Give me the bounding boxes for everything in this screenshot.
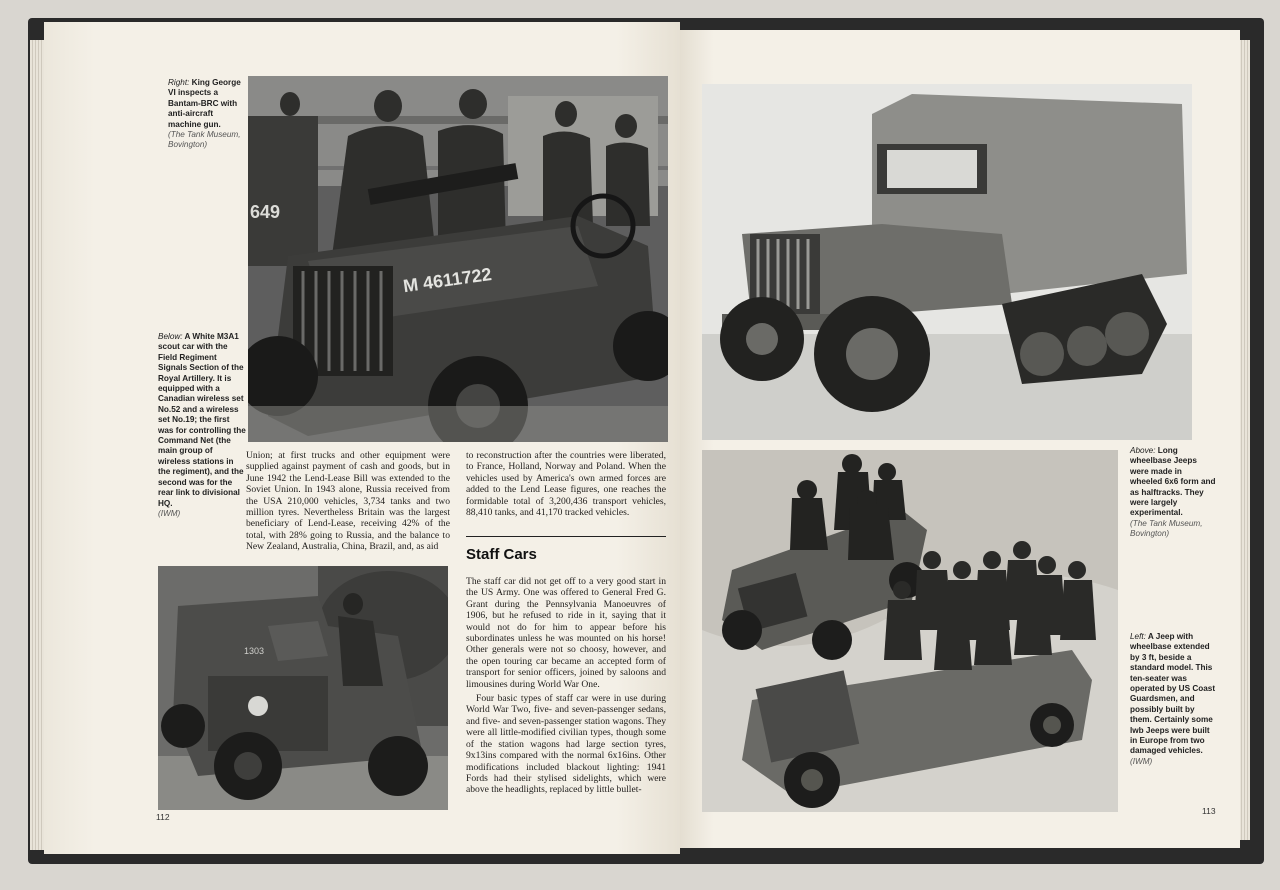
caption-lwb-jeeps [1130,446,1216,540]
section-heading: Staff Cars [466,546,537,563]
caption-lead: Left: [1130,632,1146,641]
scout-car-illustration [158,566,448,810]
page-number-left: 112 [156,812,170,822]
section-rule [466,536,666,537]
coast-guard-illustration [702,450,1118,812]
photo-lwb-halftrack-jeep [702,84,1192,440]
body-column-2 [466,450,666,518]
caption-credit: (IWM) [1130,756,1153,766]
caption-lead: Right: [168,78,190,87]
caption-credit: (IWM) [158,508,181,518]
halftrack-illustration [702,84,1192,440]
caption-lead: Below: [158,332,183,341]
right-page [680,30,1240,848]
body-paragraph: Four basic types of staff car were in use during World War Two, five- and seven-passenger sedans, and five- and seven-passenger station wagons. They were all little-modified civilian types, though some of the station wagons had large section tyres, 9x13ins compared with the normal 6x16ins. Other modifications included blackout lighting: 1941 Fords had their stylised sidelights, which were above the headlights, replaced by little bullet- [466,693,666,796]
photo-coast-guard-jeeps [702,450,1118,812]
bantam-illustration [248,76,668,442]
caption-credit: (The Tank Museum, Bovington) [1130,518,1203,539]
caption-coast-guard-jeep [1130,632,1216,767]
scout-hood-number: 1303 [244,646,265,656]
photo-white-scout-car [158,566,448,810]
body-column-1 [246,450,450,553]
caption-credit: (The Tank Museum, Bovington) [168,130,241,150]
caption-text: King George VI inspects a Bantam-BRC with anti-aircraft machine gun. [168,78,241,129]
caption-text: Long wheelbase Jeeps were made in wheeled 6x6 form and as halftracks. They were largely experimental. [1130,446,1216,518]
caption-lead: Above: [1130,446,1156,455]
staff-cars-text [466,576,666,796]
body-paragraph: Union; at first trucks and other equipment were supplied against payment of cash and goods, but in June 1942 the Lend-Lease Bill was extended to the Soviet Union. In 1943 alone, Russia received from the USA 210,000 vehicles, 3,734 tanks and two million tyres. Nevertheless Britain was the largest beneficiary of Lend-Lease, receiving 42% of the total, with 28% going to Russia, and the balance to New Zealand, Australia, China, Brazil, and, as aid [246,450,450,553]
page-number-right: 113 [1202,806,1216,816]
hood-number: M 4611722 [401,263,493,297]
body-paragraph: The staff car did not get off to a very good start in the US Army. One was offered to General Fred G. Grant during the Pennsylvania Manoeuvres of 1906, but he refused to ride in it, saying that it would not do for him to appear before his subordinates unless he was mounted on his horse! Other generals were not so choosy, however, and the open touring car became an accepted form of transport for senior officers, joined by saloons and limousines during World War One. [466,576,666,690]
caption-text: A White M3A1 scout car with the Field Regiment Signals Section of the Royal Artillery. It is equipped with a Canadian wireless set No.52 and a wireless set No.19; the first was for controlling the Command Net (the main group of wireless stations in the regiment), and the second was for the rear link to divisional HQ. [158,332,246,508]
body-paragraph: to reconstruction after the countries were liberated, to France, Holland, Norway and Poland. When the vehicles used by America's own armed forces are added to the Lend Lease figures, one reaches the formidable total of 3,200,436 transport vehicles, 88,410 tanks, and 41,170 tracked vehicles. [466,450,666,519]
side-number: 649 [250,202,281,222]
photo-king-inspects-bantam [248,76,668,442]
caption-white-scout-car [158,332,246,519]
caption-king-george [168,78,246,151]
left-page [44,22,680,854]
caption-text: A Jeep with wheelbase extended by 3 ft, beside a standard model. This ten-seater was operated by US Coast Guardsmen, and possibly built by them. Certainly some lwb Jeeps were built in Europe from two damaged vehicles. [1130,632,1216,756]
